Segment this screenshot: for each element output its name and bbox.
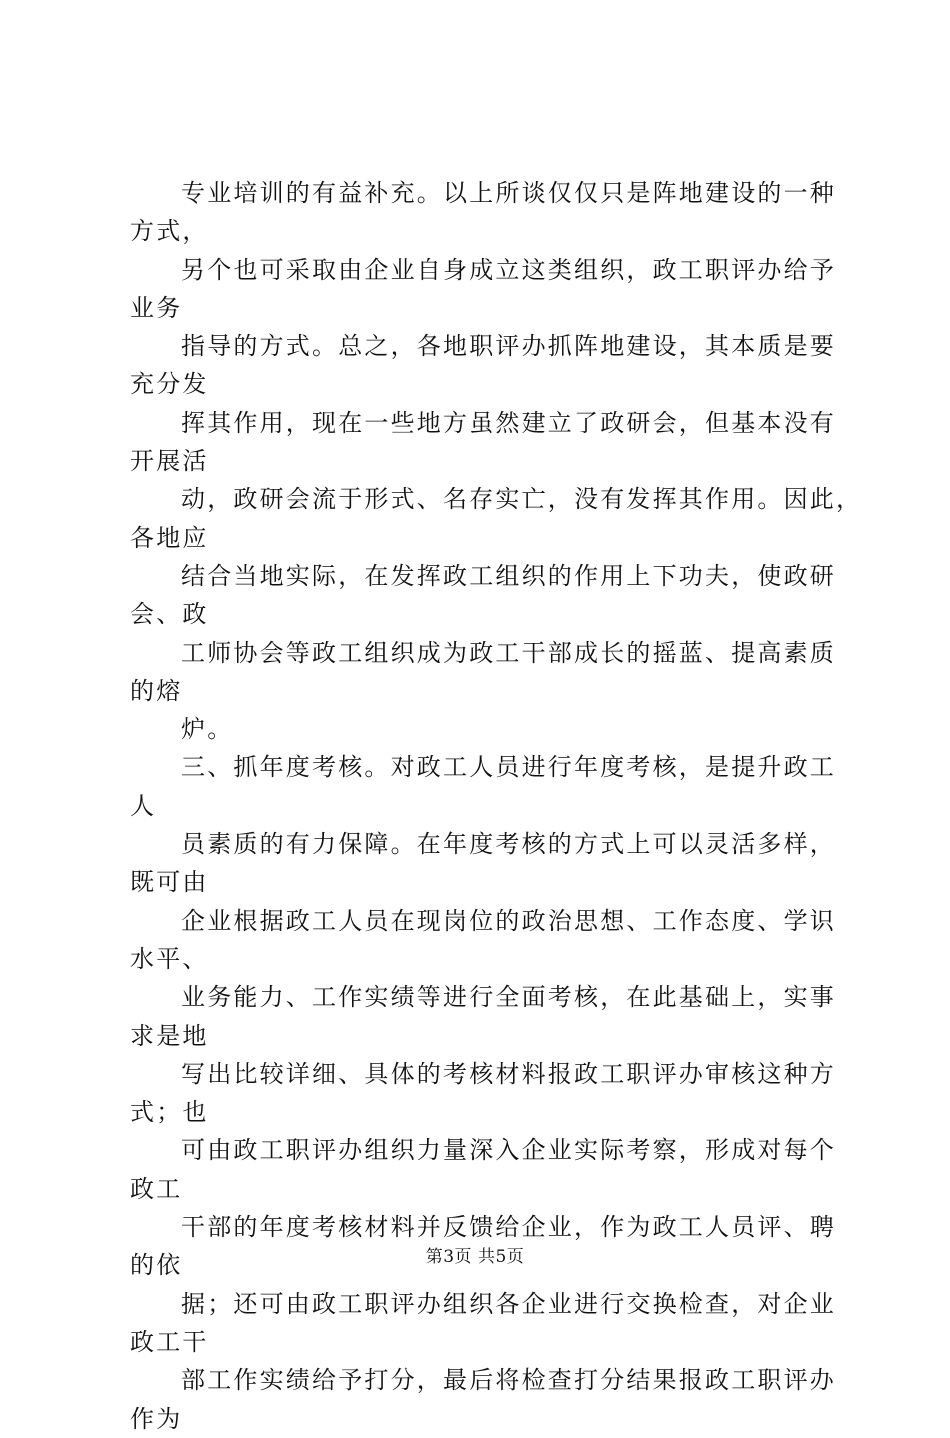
page-number-footer: 第3页 共5页 [425,1247,525,1267]
text-line: 结合当地实际，在发挥政工组织的作用上下功夫，使政研 [181,561,836,590]
text-line: 业务能力、工作实绩等进行全面考核，在此基础上，实事 [181,983,836,1012]
text-line: 可由政工职评办组织力量深入企业实际考察，形成对每个 [181,1136,836,1165]
text-line: 部工作实绩给予打分，最后将检查打分结果报政工职评办 [181,1366,836,1395]
text-line: 充分发 [130,370,209,399]
text-line: 专业培训的有益补充。以上所谈仅仅只是阵地建设的一种 [181,179,836,207]
text-line: 据；还可由政工职评办组织各企业进行交换检查，对企业 [181,1289,836,1318]
text-line: 动，政研会流于形式、名存实亡，没有发挥其作用。因此， [181,485,863,514]
text-line: 指导的方式。总之，各地职评办抓阵地建设，其本质是要 [181,332,836,361]
text-line: 作为 [130,1404,183,1433]
text-line: 开展活 [130,447,209,476]
text-line: 写出比较详细、具体的考核材料报政工职评办审核这种方 [181,1059,836,1088]
text-line: 工师协会等政工组织成为政工干部成长的摇蓝、提高素质 [181,638,836,667]
text-line: 政工 [130,1174,183,1203]
text-line: 政工干 [130,1327,209,1356]
text-line: 的熔 [130,676,183,705]
text-line: 既可由 [130,868,209,897]
text-line: 业务 [130,293,183,322]
text-line: 式；也 [130,1098,209,1127]
text-line: 会、政 [130,600,209,629]
text-line: 水平、 [130,944,209,973]
text-line: 各地应 [130,523,209,552]
text-line: 员素质的有力保障。在年度考核的方式上可以灵活多样， [181,830,836,859]
text-line: 人 [130,791,157,820]
text-line: 三、抓年度考核。对政工人员进行年度考核，是提升政工 [181,753,836,782]
text-line: 炉。 [181,715,234,744]
text-line: 挥其作用，现在一些地方虽然建立了政研会，但基本没有 [181,408,836,437]
text-line: 求是地 [130,1021,209,1050]
text-line: 的依 [130,1251,183,1280]
text-line: 方式， [130,217,209,246]
text-line: 企业根据政工人员在现岗位的政治思想、工作态度、学识 [181,906,836,935]
text-line: 干部的年度考核材料并反馈给企业，作为政工人员评、聘 [181,1213,836,1242]
text-line: 另个也可采取由企业自身成立这类组织，政工职评办给予 [181,255,836,284]
